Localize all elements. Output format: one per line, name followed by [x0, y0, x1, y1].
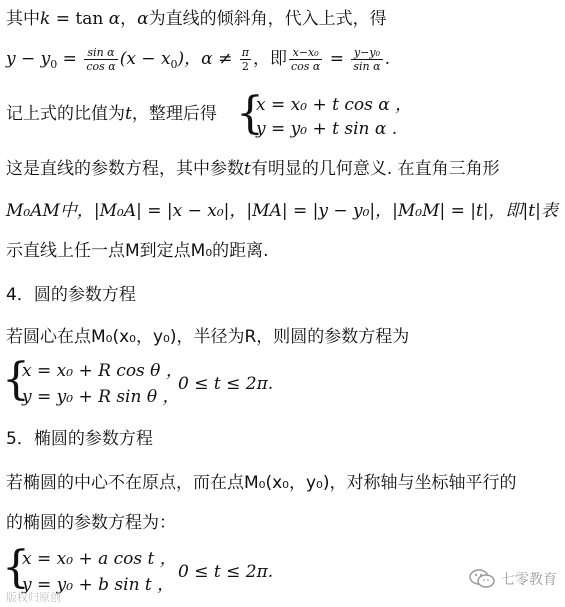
l3-t2: ，整理后得: [131, 104, 217, 124]
l4-text: 这是直线的参数方程，其中参数: [6, 159, 244, 179]
text-line-3: [6, 103, 217, 125]
l1-t2: = tan: [50, 9, 109, 29]
l4-text2: 有明显的几何意义. 在直角三角形: [250, 159, 500, 179]
l2-fden3: sin α: [353, 60, 381, 73]
text-line-1: [6, 8, 387, 30]
l2-dot: .: [384, 49, 390, 69]
l1-k: k: [40, 9, 51, 29]
watermark-right: [469, 568, 557, 590]
l3-eq1: x = x₀ + t cos α ，: [256, 95, 413, 115]
l13-brace: {: [2, 542, 30, 593]
text-line-6: 示直线上任一点M到定点M₀的距离.: [6, 241, 269, 261]
wechat-icon: [469, 568, 495, 590]
watermark-left: 版权归原创: [6, 591, 61, 604]
text-line-2: [6, 46, 390, 76]
l3-eq2: y = y₀ + t sin α .: [256, 119, 398, 139]
text-line-5: M₀AM中，|M₀A| = |x − x₀|，|MA| = |y − y₀|，|M₀M| = |t|，即|t|表: [6, 201, 558, 221]
text-line-11: 若椭圆的中心不在原点，而在点M₀(x₀，y₀)，对称轴与坐标轴平行的: [6, 473, 517, 493]
l2-t1: ，即: [252, 49, 287, 69]
watermark-right-text: 七零教育: [501, 572, 557, 588]
l9-brace: {: [2, 354, 30, 405]
l4-t: t: [244, 159, 251, 179]
l2-fnum: sin α: [84, 46, 117, 60]
l2-frac-sin-cos: [84, 46, 117, 73]
l2-sub0: 0: [50, 58, 58, 71]
l2-pden: 2: [241, 60, 249, 73]
l13-eq1: x = x₀ + a cos t ，: [22, 549, 177, 569]
l2-rest: (x − x: [119, 49, 171, 69]
l1-t3: ，: [120, 9, 138, 29]
l3-brace: {: [236, 88, 264, 139]
l2-fnum2: x−x₀: [289, 46, 322, 60]
l1-t4: 为直线的倾斜角，代入上式，得: [148, 9, 387, 29]
l2-fden2: cos α: [290, 60, 321, 73]
l2-fden: cos α: [86, 60, 116, 73]
section-heading-ellipse: 5．椭圆的参数方程: [6, 429, 153, 449]
l1-alpha: α: [108, 9, 121, 29]
l2-frac-pi: [240, 46, 251, 73]
l9-range: 0 ≤ t ≤ 2π.: [178, 374, 274, 394]
l3-t: t: [125, 104, 132, 124]
l2-y: y − y: [6, 49, 51, 69]
text-line-12: 的椭圆的参数方程为：: [6, 513, 176, 533]
l2-eq: =: [57, 49, 83, 69]
l9-eq2: y = y₀ + R sin θ ，: [22, 387, 180, 407]
l13-eq2: y = y₀ + b sin t ，: [22, 575, 175, 595]
l9-eq1: x = x₀ + R cos θ ，: [22, 361, 183, 381]
l2-fnum3: y−y₀: [351, 46, 382, 60]
l2-pnum: π: [241, 46, 249, 59]
l2-eq2: =: [324, 49, 350, 69]
l2-sub1: 0: [170, 58, 178, 71]
l1-alpha2: α: [137, 9, 149, 29]
section-heading-circle: 4．圆的参数方程: [6, 285, 136, 305]
l1-t1: 其中: [6, 9, 40, 29]
l13-range: 0 ≤ t ≤ 2π.: [178, 562, 274, 582]
text-line-4: [6, 158, 500, 180]
l2-frac-y: [351, 46, 382, 73]
l3-t1: 记上式的比值为: [6, 104, 125, 124]
l2-frac-x: [289, 46, 322, 73]
text-line-8: 若圆心在点M₀(x₀，y₀)，半径为R，则圆的参数方程为: [6, 327, 410, 347]
l2-rest2: )，α ≠: [177, 49, 238, 69]
